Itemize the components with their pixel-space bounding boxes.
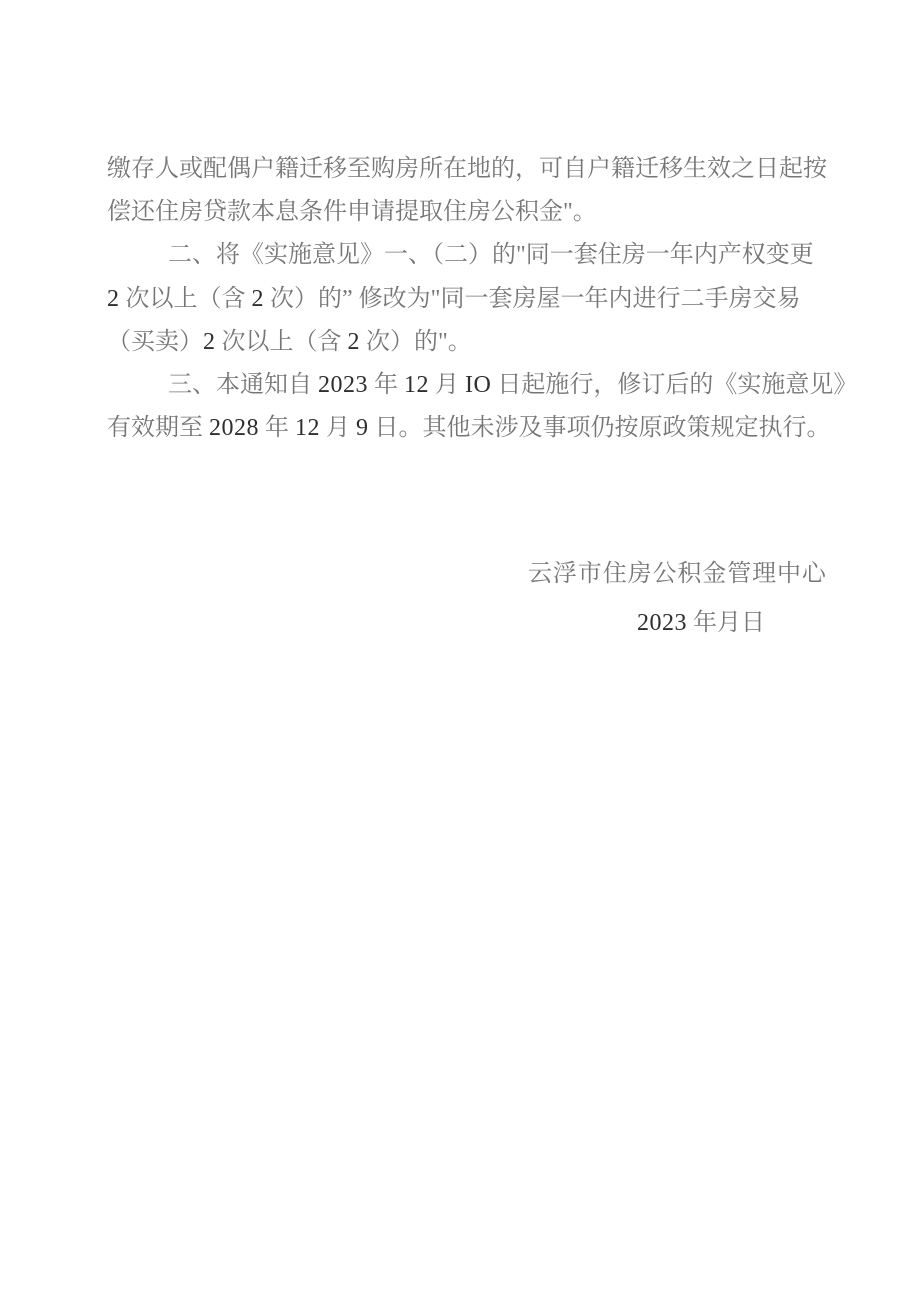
document-line-4: 2 次以上（含 2 次）的” 修改为"同一套房屋一年内进行二手房交易 [107,285,801,312]
latin-numeral-run: 12 [295,415,320,442]
latin-numeral-run: 2 [251,285,264,312]
latin-numeral-run: 2 [107,285,120,312]
latin-numeral-run: 2023 [318,371,368,398]
latin-numeral-run: 9 [356,415,369,442]
document-line-7: 有效期至 2028 年 12 月 9 日。其他未涉及事项仍按原政策规定执行。 [107,415,831,442]
signature-date: 2023 年月日 [637,610,765,636]
latin-numeral-run: 12 [404,371,429,398]
latin-numeral-run: 2028 [209,415,259,442]
document-line-5: （买卖）2 次以上（含 2 次）的"。 [107,328,472,355]
document-line-1: 缴存人或配偶户籍迁移至购房所在地的，可自户籍迁移生效之日起按 [107,156,827,182]
latin-numeral-run: 2023 [637,610,687,636]
document-line-3: 二、将《实施意见》一、（二）的"同一套住房一年内产权变更 [168,242,814,269]
latin-numeral-run: 2 [203,328,216,355]
document-line-6: 三、本通知自 2023 年 12 月 IO 日起施行，修订后的《实施意见》 [168,371,858,398]
signature-organization: 云浮市住房公积金管理中心 [528,561,827,587]
latin-numeral-run: IO [465,371,492,398]
document-body [107,148,867,450]
document-line-2: 偿还住房贷款本息条件申请提取住房公积金"。 [107,199,597,226]
latin-numeral-run: 2 [347,328,360,355]
